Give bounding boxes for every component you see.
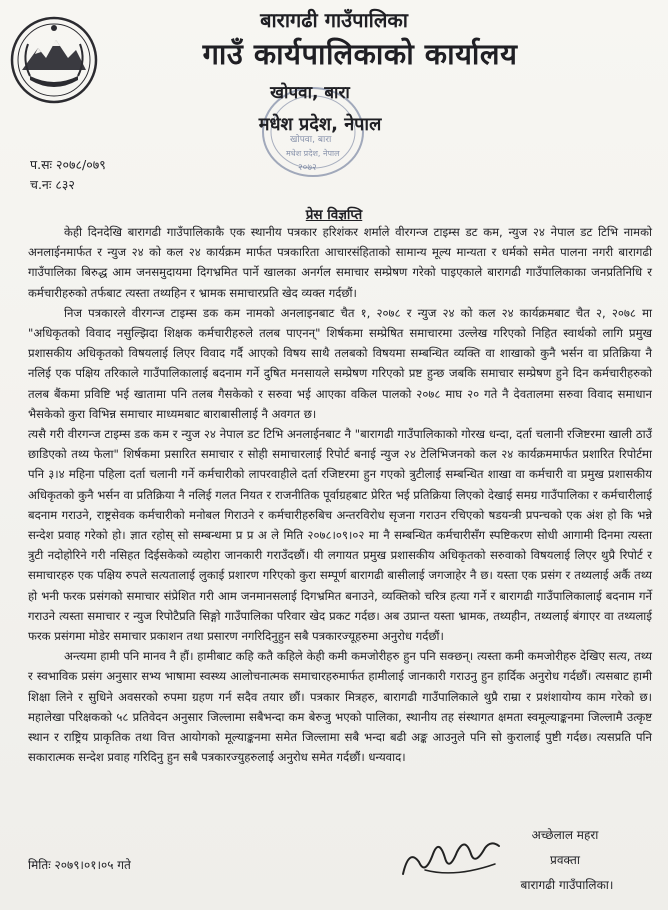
paragraph-3: त्यसै गरी वीरगन्ज टाइम्स डक कम र न्युज २४ नेपाल डट टिभि अनलाईनबाट नै "बारागढी गाउँपालिकाको गोरख धन्दा, दर्ता चलानी रजिष्टरमा खाली ठाउँ छाडिएको तथ्य फेला" शिर्षकमा प्रसारित समाचार र सोही समाचारलाई रिपोर्ट बनाई न्युज २४ टेलिभिजनको कल २४ कार्यक्रममार्फत प्रशारित रिपोर्टमा पनि ३।४ महिना पहिला दर्ता चलानी गर्ने कर्मचारीको लापरवाहीले दर्ता रजिष्टरमा हुन गएको त्रुटीलाई सम्बन्धित शाखा वा कर्मचारी वा प्रमुख प्रशासकीय अधिकृतको कुनै भर्सन वा प्रतिक्रिया नै नलिई गलत नियत र राजनीतिक पूर्वाग्रहबाट प्रेरित भई प्रतिक्रिया लिएको देखाई समग्र गाउँपालिका र कर्मचारीलाई बदनाम गराउने, राष्ट्रसेवक कर्मचारीको मनोबल गिराउने र कर्मचारीहरुबिच अन्तरविरोध सृजना गराउन रचिएको षडयन्त्री प्रपन्चको एक अंश हो कि भन्ने सन्देश प्रवाह गरेको हो। ज्ञात रहोस् सो सम्बन्धमा प्र प्र अ ले मिति २०७८।०९।०२ मा नै सम्बन्धित कर्मचारीसँग स्पष्टिकरण सोधी आगामी दिनमा त्यस्ता त्रुटी नदोहोरिने गरी नसिहत दिईसकेको व्यहोरा जानकारी गराउँदछौं। यी लगायत प्रमुख प्रशासकीय अधिकृतको सरुवाको विषयलाई लिएर थुप्रै रिपोर्ट र समाचारहरु एक पक्षिय रुपले सत्यतालाई लुकाई प्रशारण गरिएको कुरा सम्पूर्ण बारागढी बासीलाई जगजाहेर नै छ। यस्ता एक प्रसंग र तथ्यलाई अर्कै तथ्य हो भनी फरक प्रसंगको समाचार संप्रेशित गरी आम जनमानसलाई दिगभ्रमित बनाउने, व्यक्तिको चरित्र हत्या गर्ने र बारागढी गाउँपालिकालाई बदनाम गर्ने गराउने त्यस्ता समाचार र न्युज रिपोटैप्रति सिङ्गो गाउँपालिका परिवार खेद प्रकट गर्दछ। अब उप्रान्त यस्ता भ्रामक, तथ्यहीन, तथ्यलाई बंगाएर वा तथ्यलाई फरक प्रसंगमा मोडेर समाचार प्रकाशन तथा प्रसारण नगरिदिनुहुन सबै पत्रकारज्यूहरुमा अनुरोध गर्दछौं।	[28, 427, 652, 644]
signatory-designation: प्रवक्ता	[550, 853, 580, 867]
stamp-line3: २०७२	[298, 163, 317, 173]
stamp-line1: खोपवा, बारा	[290, 135, 332, 145]
press-release-body	[28, 222, 652, 767]
dispatch-number: च.नः ८३२	[30, 177, 75, 192]
stamp-line2: मधेश प्रदेश, नेपाल	[286, 149, 340, 158]
paragraph-2: निज पत्रकारले वीरगन्ज टाइम्स डक कम नामको अनलाइनबाट चैत १, २०७८ र न्युज २४ को कल २४ कार्यक्रमबाट चैत २, २०७८ मा "अधिकृतको विवाद नसुल्झिदा शिक्षक कर्मचारीहरुले तलब पाएनन्" शिर्षकमा सम्प्रेषित समाचारमा उल्लेख गरिएको निहित स्वार्थको लागि प्रमुख प्रशासकीय अधिकृतको विषयलाई लिएर विवाद गर्दै आएको विषय साथै तलबको विषयमा सम्बन्धित व्यक्ति वा शाखाको कुनै भर्सन वा प्रतिक्रिया नै नलिई एक पक्षिय तरिकाले गाउँपालिकालाई बदनाम गर्ने दुषित मनसायले सम्प्रेषण गरिएको प्रष्ट हुन्छ जबकि समाचार सम्प्रेषण हुने दिन कर्मचारीहरुको तलब बैंकमा प्रविष्टि भई खातामा पनि तलब गैसकेको र सरुवा भई आएका वकिल पालको २०७८ माघ २० गते नै देवतालमा सरुवा विवाद समाधान भैसकेको कुरा विभिन्न समाचार माध्यमबाट बाराबासीलाई नै अवगत छ।	[28, 305, 652, 421]
province-country: मधेश प्रदेश, नेपाल	[258, 114, 382, 135]
document-title: प्रेस विज्ञप्ति	[305, 207, 363, 223]
paragraph-4: अन्त्यमा हामी पनि मानव नै हौं। हामीबाट कहि कतै कहिले केही कमी कमजोरीहरु हुन पनि सक्छन्। त्यस्ता कमी कमजोरीहरु देखिए सत्य, तथ्य र स्वभाविक प्रसंग अनुसार सभ्य भाषामा स्वस्थ्य आलोचनात्मक समाचारहरुमार्फत हामीलाई जानकारी गराउनु हुन हार्दिक अनुरोध गर्दछौं। त्यसबाट हामी शिक्षा लिने र सुधिने अवसरको रुपमा ग्रहण गर्न सदैव तयार छौं। पत्रकार मित्रहरु, बारागढी गाउँपालिकाले थुप्रै राम्रा र प्रशंशायोग्य काम गरेको छ। महालेखा परिक्षकको ५८ प्रतिवेदन अनुसार जिल्लामा सबैभन्दा कम बेरुजु भएको पालिका, स्थानीय तह संस्थागत क्षमता स्वमूल्याङ्कनमा जिल्लामै उत्कृष्ट स्थान र राष्ट्रिय प्राकृतिक तथा वित्त आयोगको मूल्याङ्कनमा समेत जिल्लामा सबै भन्दा बढी अङ्क आउनुले पनि सो कुरालाई पुष्टी गर्दछ। त्यसप्रति पनि सकारात्मक सन्देश प्रवाह गरिदिनु हुन सबै पत्रकारज्युहरुलाई अनुरोध समेत गर्दछौं। धन्यवाद।	[28, 649, 652, 765]
signatory-name: अच्छेलाल महरा	[531, 828, 599, 842]
municipality-name: बारागढी गाउँपालिका	[260, 8, 408, 32]
paragraph-1: केही दिनदेखि बारागढी गाउँपालिकाकै एक स्थानीय पत्रकार हरिशंकर शर्माले वीरगन्ज टाइम्स डट कम, न्युज २४ नेपाल डट टिभि नामको अनलाईनमार्फत र न्युज २४ को कल २४ कार्यक्रम मार्फत पत्रकारिता आचारसंहिताको सामान्य मूल्य मान्यता र धर्मको समेत पालना नगरी बारागढी गाउँपालिका बिरुद्ध आम जनसमुदायमा दिगभ्रमित पार्ने खालका अनर्गल समाचार सम्प्रेषण गरेको पाइएकाले बारागढी गाउँपालिकाका जनप्रतिनिधि र कर्मचारीहरुको तर्फबाट त्यस्ता तथ्यहिन र भ्रामक समाचारप्रति खेद व्यक्त गर्दछौं।	[28, 225, 652, 300]
office-address: खोपवा, बारा	[270, 83, 350, 103]
signatory-office: बारागढी गाउँपालिका।	[520, 878, 614, 892]
office-title: गाउँ कार्यपालिकाको कार्यालय	[202, 37, 518, 71]
issue-date: मितिः २०७९।०१।०५ गते	[28, 858, 131, 872]
letter-ref-number: प.सः २०७८/०७९	[30, 157, 106, 172]
